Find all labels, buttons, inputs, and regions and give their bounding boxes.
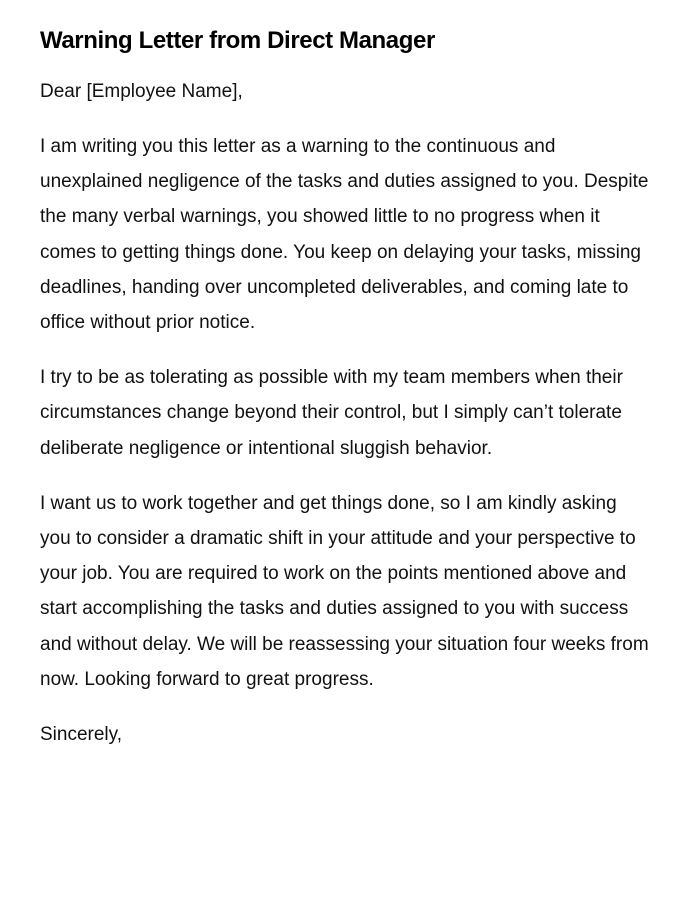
letter-paragraph-2: I try to be as tolerating as possible with my team members when their circumstances change beyond their control, but I simply can’t tolerate deliberate negligence or intentional sluggish behavior. — [40, 367, 623, 459]
letter-closing: Sincerely, — [40, 724, 123, 746]
letter-salutation: Dear [Employee Name], — [40, 81, 243, 102]
letter-title: Warning Letter from Direct Manager — [40, 27, 435, 54]
letter-document — [40, 24, 650, 752]
letter-paragraph-3: I want us to work together and get things done, so I am kindly asking you to consider a dramatic shift in your attitude and your perspective to your job. You are required to work on the points mentioned above and start accomplishing the tasks and duties assigned to you with success and without delay. We will be reassessing your situation four weeks from now. Looking forward to great progress. — [40, 492, 649, 690]
letter-paragraph-1: I am writing you this letter as a warning to the continuous and unexplained negligence of the tasks and duties assigned to you. Despite the many verbal warnings, you showed little to no progress when it comes to getting things done. You keep on delaying your tasks, missing deadlines, handing over uncompleted deliverables, and coming late to office without prior notice. — [40, 136, 649, 334]
